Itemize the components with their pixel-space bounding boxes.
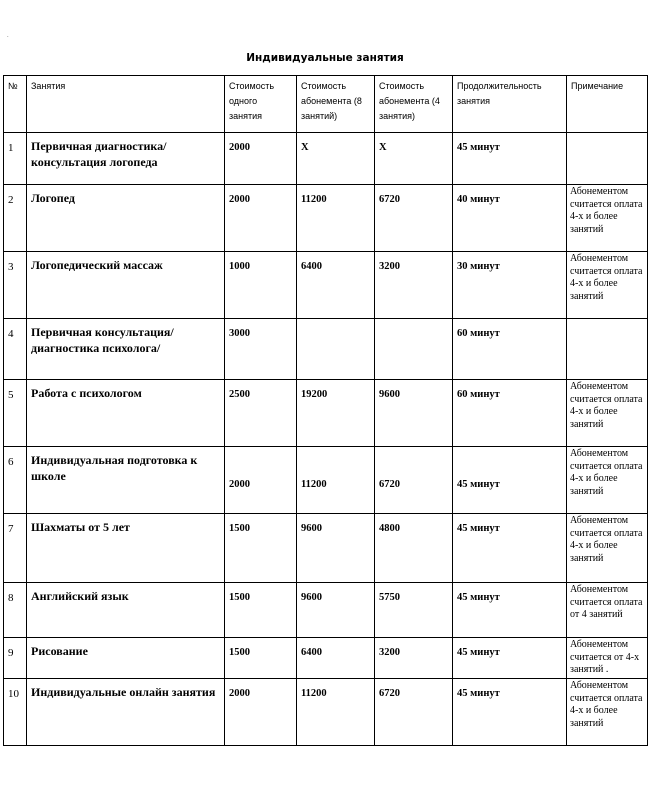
header-duration: Продолжительность занятия bbox=[453, 76, 567, 133]
sub4-price: 6720 bbox=[375, 447, 453, 514]
sub8-price: 19200 bbox=[297, 380, 375, 447]
single-price: 2500 bbox=[225, 380, 297, 447]
duration: 60 минут bbox=[453, 319, 567, 380]
row-number: 7 bbox=[4, 514, 27, 583]
duration: 45 минут bbox=[453, 447, 567, 514]
row-number: 1 bbox=[4, 133, 27, 185]
stray-dot: . bbox=[7, 33, 9, 39]
lesson-name: Индивидуальные онлайн занятия bbox=[27, 679, 225, 746]
lesson-name: Первичная диагностика/консультация логопеда bbox=[27, 133, 225, 185]
table-row bbox=[4, 133, 648, 185]
single-price: 2000 bbox=[225, 133, 297, 185]
duration: 60 минут bbox=[453, 380, 567, 447]
page-title: Индивидуальные занятия bbox=[246, 52, 404, 64]
single-price: 1500 bbox=[225, 583, 297, 638]
note: Абонементом считается оплата 4-х и более занятий bbox=[567, 252, 648, 319]
single-price: 2000 bbox=[225, 679, 297, 746]
duration: 45 минут bbox=[453, 638, 567, 679]
duration: 45 минут bbox=[453, 583, 567, 638]
duration: 45 минут bbox=[453, 514, 567, 583]
row-number: 9 bbox=[4, 638, 27, 679]
sub8-price: 11200 bbox=[297, 679, 375, 746]
table-row bbox=[4, 252, 648, 319]
sub4-price bbox=[375, 319, 453, 380]
lesson-name: Логопед bbox=[27, 185, 225, 252]
sub4-price: 3200 bbox=[375, 638, 453, 679]
note bbox=[567, 133, 648, 185]
single-price: 3000 bbox=[225, 319, 297, 380]
row-number: 5 bbox=[4, 380, 27, 447]
row-number: 8 bbox=[4, 583, 27, 638]
note: Абонементом считается оплата 4-х и более занятий bbox=[567, 380, 648, 447]
table-row bbox=[4, 679, 648, 746]
single-price: 2000 bbox=[225, 447, 297, 514]
single-price: 1500 bbox=[225, 514, 297, 583]
duration: 40 минут bbox=[453, 185, 567, 252]
note: Абонементом считается от 4-х занятий . bbox=[567, 638, 648, 679]
sub8-price: 11200 bbox=[297, 185, 375, 252]
row-number: 10 bbox=[4, 679, 27, 746]
note: Абонементом считается оплата 4-х и более занятий bbox=[567, 679, 648, 746]
lesson-name: Шахматы от 5 лет bbox=[27, 514, 225, 583]
note: Абонементом считается оплата 4-х и более занятий bbox=[567, 185, 648, 252]
sub4-price: 5750 bbox=[375, 583, 453, 638]
header-num: № bbox=[4, 76, 27, 133]
sub8-price: 6400 bbox=[297, 638, 375, 679]
sub4-price: 4800 bbox=[375, 514, 453, 583]
sub8-price: Х bbox=[297, 133, 375, 185]
sub8-price: 6400 bbox=[297, 252, 375, 319]
lesson-name: Работа с психологом bbox=[27, 380, 225, 447]
price-table bbox=[3, 75, 648, 746]
row-number: 3 bbox=[4, 252, 27, 319]
header-lesson: Занятия bbox=[27, 76, 225, 133]
table-row bbox=[4, 185, 648, 252]
single-price: 2000 bbox=[225, 185, 297, 252]
table-row bbox=[4, 583, 648, 638]
header-sub4-price: Стоимость абонемента (4 занятия) bbox=[375, 76, 453, 133]
lesson-name: Рисование bbox=[27, 638, 225, 679]
lesson-name: Английский язык bbox=[27, 583, 225, 638]
header-sub8-price: Стоимость абонемента (8 занятий) bbox=[297, 76, 375, 133]
row-number: 2 bbox=[4, 185, 27, 252]
note: Абонементом считается оплата 4-х и более занятий bbox=[567, 447, 648, 514]
row-number: 6 bbox=[4, 447, 27, 514]
sub4-price: 6720 bbox=[375, 679, 453, 746]
duration: 45 минут bbox=[453, 679, 567, 746]
single-price: 1500 bbox=[225, 638, 297, 679]
duration: 30 минут bbox=[453, 252, 567, 319]
note: Абонементом считается оплата от 4 занятий bbox=[567, 583, 648, 638]
sub4-price: 6720 bbox=[375, 185, 453, 252]
sub4-price: Х bbox=[375, 133, 453, 185]
sub4-price: 9600 bbox=[375, 380, 453, 447]
row-number: 4 bbox=[4, 319, 27, 380]
header-note: Примечание bbox=[567, 76, 648, 133]
lesson-name: Логопедический массаж bbox=[27, 252, 225, 319]
lesson-name: Индивидуальная подготовка к школе bbox=[27, 447, 225, 514]
table-row bbox=[4, 514, 648, 583]
table-row bbox=[4, 319, 648, 380]
table-row bbox=[4, 638, 648, 679]
note: Абонементом считается оплата 4-х и более занятий bbox=[567, 514, 648, 583]
sub4-price: 3200 bbox=[375, 252, 453, 319]
sub8-price: 9600 bbox=[297, 583, 375, 638]
sub8-price bbox=[297, 319, 375, 380]
single-price: 1000 bbox=[225, 252, 297, 319]
header-single-price: Стоимость одного занятия bbox=[225, 76, 297, 133]
sub8-price: 11200 bbox=[297, 447, 375, 514]
table-row bbox=[4, 380, 648, 447]
header-row bbox=[4, 76, 648, 133]
sub8-price: 9600 bbox=[297, 514, 375, 583]
table-row bbox=[4, 447, 648, 514]
note bbox=[567, 319, 648, 380]
lesson-name: Первичная консультация/диагностика психолога/ bbox=[27, 319, 225, 380]
duration: 45 минут bbox=[453, 133, 567, 185]
